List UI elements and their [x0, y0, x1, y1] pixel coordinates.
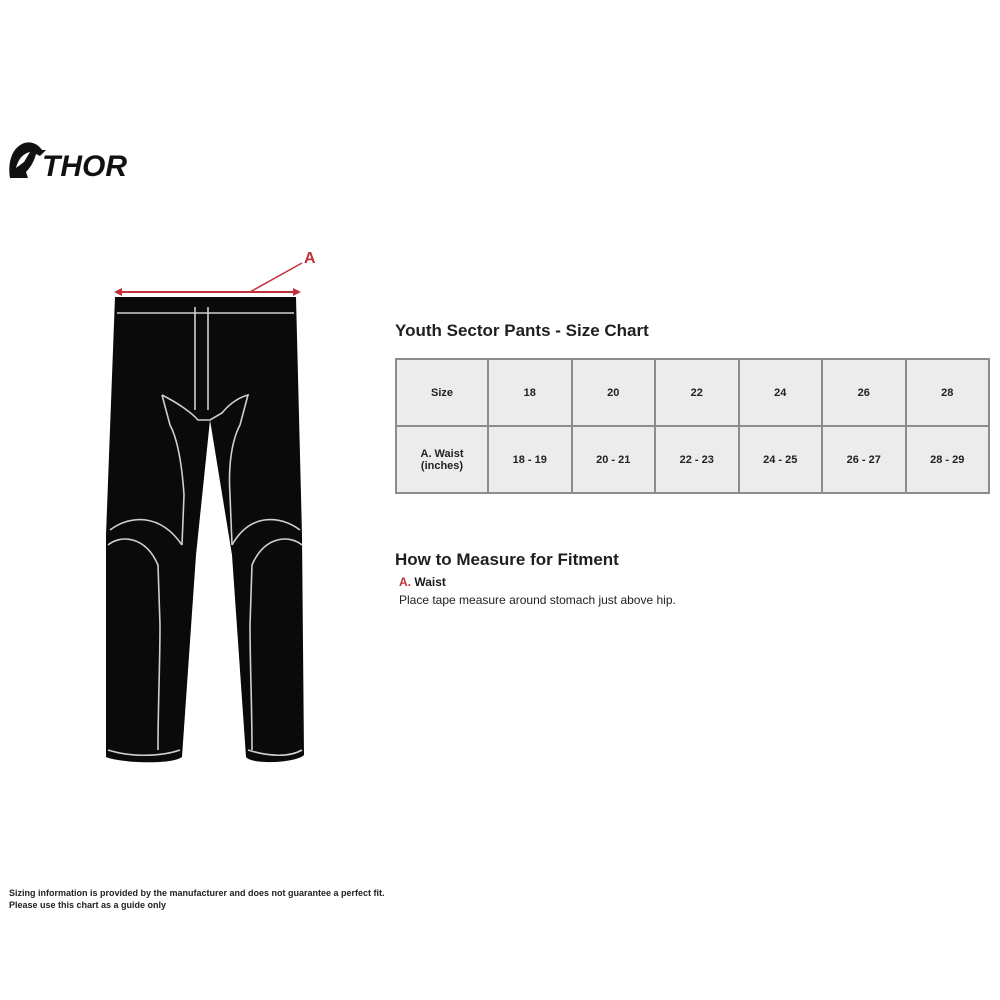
waist-cell: 18 - 19	[489, 427, 573, 494]
pants-diagram	[100, 245, 325, 775]
measure-item-letter: A.	[399, 575, 411, 589]
disclaimer-line-2: Please use this chart as a guide only	[9, 900, 167, 910]
measure-item-waist	[399, 575, 446, 589]
waist-row	[397, 427, 990, 494]
thor-helmet-logo-icon	[9, 142, 46, 178]
measure-title: How to Measure for Fitment	[395, 550, 619, 569]
size-cell: 22	[656, 360, 740, 427]
size-chart-title: Youth Sector Pants - Size Chart	[395, 321, 649, 340]
size-cell: 28	[907, 360, 991, 427]
disclaimer	[9, 887, 385, 911]
size-cell: 20	[573, 360, 657, 427]
waist-cell: 28 - 29	[907, 427, 991, 494]
waist-cell: 22 - 23	[656, 427, 740, 494]
measure-item-name: Waist	[414, 575, 446, 589]
waist-cell: 26 - 27	[823, 427, 907, 494]
waist-marker-label: A	[304, 250, 316, 267]
pants-silhouette	[106, 297, 304, 762]
size-cell: 26	[823, 360, 907, 427]
size-row	[397, 360, 990, 427]
size-header-cell: Size	[397, 360, 489, 427]
size-cell: 24	[740, 360, 824, 427]
size-cell: 18	[489, 360, 573, 427]
waist-measure-arrow	[114, 250, 316, 296]
logo-text: THOR	[42, 150, 127, 183]
waist-cell: 20 - 21	[573, 427, 657, 494]
thor-logo	[8, 138, 148, 184]
measure-description: Place tape measure around stomach just above hip.	[399, 593, 676, 607]
waist-header-cell: A. Waist (inches)	[397, 427, 489, 494]
size-chart-table	[395, 358, 990, 494]
waist-cell: 24 - 25	[740, 427, 824, 494]
disclaimer-line-1: Sizing information is provided by the manufacturer and does not guarantee a perfect fit.	[9, 888, 385, 898]
